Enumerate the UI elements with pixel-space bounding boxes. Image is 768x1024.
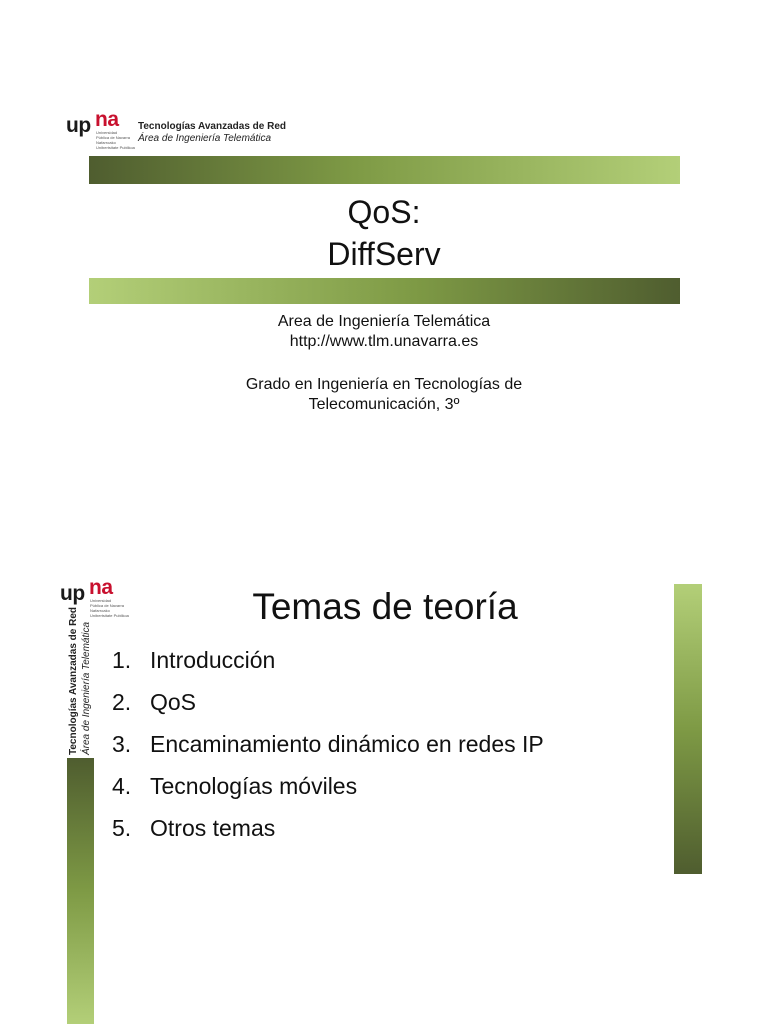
bottom-gradient-bar [89, 278, 680, 304]
list-item-number: 3. [112, 731, 132, 757]
logo-text-up: up [60, 582, 85, 605]
list-item-number: 5. [112, 815, 132, 841]
slide-title-line-1: QoS: [347, 194, 421, 230]
list-item-number: 1. [112, 647, 132, 673]
slide-title-line-2: DiffServ [327, 236, 441, 272]
logo-text-up: up [66, 114, 91, 137]
list-item-label: QoS [150, 689, 197, 715]
upna-logo [66, 110, 136, 150]
top-gradient-bar [89, 156, 680, 184]
list-item-number: 2. [112, 689, 132, 715]
list-item-label: Otros temas [150, 815, 276, 841]
list-item-label: Introducción [150, 647, 276, 673]
org-area: Área de Ingeniería Telemática [138, 133, 272, 144]
list-item-label: Encaminamiento dinámico en redes IP [150, 731, 544, 757]
logo-small-text: Universidad Pública de Navarra Nafarroako Unibertsitate Publikoa [90, 598, 129, 618]
slide-title: Temas de teoría [252, 586, 518, 627]
vertical-org-area: Área de Ingeniería Telemática [81, 621, 92, 755]
logo-small-text: Universidad Pública de Navarra Nafarroako Unibertsitate Publikoa [96, 130, 135, 150]
subtitle-course: Telecomunicación, 3º [308, 396, 460, 413]
list-item [112, 815, 275, 842]
subtitle-degree: Grado en Ingeniería en Tecnologías de [245, 376, 523, 393]
list-item [112, 773, 357, 800]
vertical-org-name: Tecnologías Avanzadas de Red [68, 606, 79, 755]
list-item-label: Tecnologías móviles [150, 773, 358, 799]
list-item [112, 731, 544, 758]
list-item [112, 647, 275, 674]
org-name: Tecnologías Avanzadas de Red [138, 121, 287, 132]
list-item-number: 4. [112, 773, 132, 799]
logo-text-na: na [89, 576, 113, 599]
logo-text-na: na [95, 108, 119, 131]
left-gradient-bar [67, 758, 94, 1024]
list-item [112, 689, 196, 716]
right-gradient-bar [674, 584, 702, 874]
subtitle-url: http://www.tlm.unavarra.es [289, 333, 479, 350]
subtitle-area: Area de Ingeniería Telemática [277, 313, 491, 330]
